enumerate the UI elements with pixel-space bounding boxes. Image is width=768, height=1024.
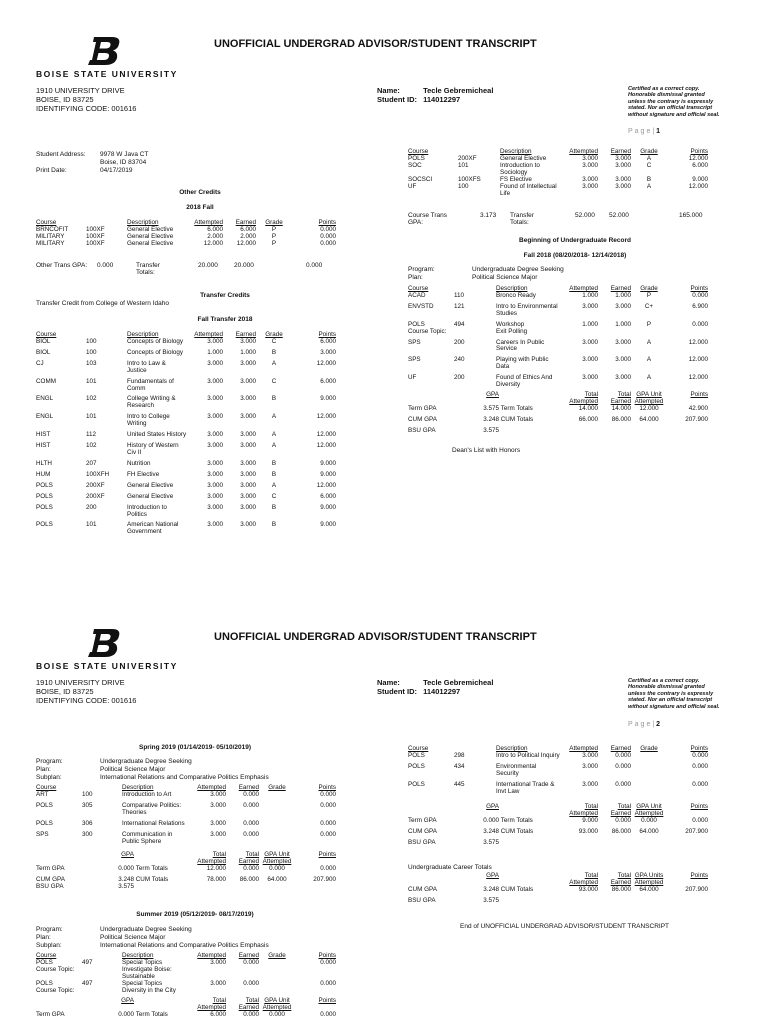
table-row: SOC 101 Introduction to Sociology 3.000 3.000 C 6.000: [408, 161, 708, 176]
table-row: ACAD 110 Bronco Ready 1.000 1.000 P 0.000: [408, 291, 708, 299]
spring-2019-term: Spring 2019 (01/14/2019- 05/10/2019): [138, 744, 252, 751]
transfer-credits-table: Course Description Attempted Earned Grade Points BIOL 100 Concepts of Biology 3.000 3.000 C 6.000 BIOL 100 Concepts of Biology 1.000 1.000 B 3.000 CJ 103 Intro to Law & Justice 3.000 3.000 A 12.000 COMM 101 Fundamentals of Comm 3.000 3.000 C 6.000 ENGL 102 College Writing & Research 3.000 3.000 B 9.000 ENGL 101 Intro to College Writing 3.000 3.000 A 12.000 HIST 112 United States History 3.000 3.000 A 12.000 HIST 102 History of Western Civ II 3.000 3.000 A 12.000 HLTH 207 Nutrition 3.000 3.000 B 9.000 HUM 100XFH FH Elective 3.000 3.000 B 9.000 POLS 200XF General Elective 3.000 3.000 A 12.000 POLS 200XF General Elective 3.000 3.000 C 6.000 POLS 200 Introduction to Politics 3.000 3.000 B 9.000 POLS 101 American National Government 3.000 3.000 B 9.000: [36, 331, 336, 536]
table-row: POLS 497 Special Topics 3.000 0.000 0.000: [36, 979, 336, 987]
table-row: COMM 101 Fundamentals of Comm 3.000 3.000 C 6.000: [36, 377, 336, 392]
university-name: BOISE STATE UNIVERSITY: [36, 69, 178, 79]
other-credits-title: Other Credits: [179, 189, 221, 196]
table-row: ENVSTD 121 Intro to Environmental Studies 3.000 3.000 C+ 6.900: [408, 302, 708, 317]
table-row: ART 100 Introduction to Art 3.000 0.000 0.000: [36, 790, 336, 798]
student-identity: Name: Tecle Gebremicheal Student ID: 114012297: [377, 678, 494, 697]
fall-2018-term: Fall 2018 (08/20/2018- 12/14/2018): [523, 252, 627, 259]
table-row: HUM 100XFH FH Elective 3.000 3.000 B 9.000: [36, 470, 336, 478]
table-row: POLS 200XF General Elective 3.000 3.000 A 12.000: [408, 154, 708, 162]
table-row: BRNCOFIT 100XF General Elective 6.000 6.000 P 0.000: [36, 225, 336, 233]
career-totals-table: GPA Total Attempted Total Earned GPA Units Attempted Points CUM GPA 3.248 CUM Totals 93.000 86.000 64.000 207.900 BSU GPA 3.575: [408, 872, 708, 904]
other-credits-table: Course Description Attempted Earned Grade Points BRNCOFIT 100XF General Elective 6.000 6.000 P 0.000 MILITARY 100XF General Elective 2.000 2.000 P 0.000 MILITARY 100XF General Elective 12.000 12.000 P 0.000: [36, 219, 336, 247]
table-row: SOCSCI 100XFS FS Elective 3.000 3.000 B 9.000: [408, 175, 708, 183]
course-trans-gpa-label: Course Trans GPA:: [408, 212, 448, 227]
deans-list: Dean's List with Honors: [452, 447, 521, 454]
transfer-source: Transfer Credit from College of Western Idaho: [36, 300, 169, 307]
university-address: 1910 UNIVERSITY DRIVE BOISE, ID 83725 IDENTIFYING CODE: 001616: [36, 86, 137, 113]
summer-2019-summary: GPA Total Attempted Total Earned GPA Unit Attempted Points Term GPA 0.000 Term Totals 6.000 0.000 0.000 0.000: [36, 997, 336, 1018]
summer-continued-table: Course Description Attempted Earned Grade Points POLS 298 Intro to Political Inquiry 3.000 0.000 0.000 POLS 434 Environmental Security 3.000 0.000 0.000 POLS 445 International Trade & Invt Law 3.000 0.000 0.000: [408, 745, 708, 795]
table-row: Course Topic: Investigate Boise: Sustainable: [36, 965, 172, 980]
spring-2019-table: Course Description Attempted Earned Grade Points ART 100 Introduction to Art 3.000 0.000 0.000 POLS 305 Comparative Politics: Theories 3.000 0.000 0.000 POLS 306 International Relations 3.000 0.000 0.000 SPS 300 Communication in Public Sphere 3.000 0.000 0.000: [36, 784, 336, 845]
transfer-credits-continued-table: Course Description Attempted Earned Grade Points POLS 200XF General Elective 3.000 3.000 A 12.000 SOC 101 Introduction to Sociology 3.000 3.000 C 6.000 SOCSCI 100XFS FS Elective 3.000 3.000 B 9.000 UF 100 Found of Intellectual Life 3.000 3.000 A 12.000: [408, 148, 708, 197]
table-row: BIOL 100 Concepts of Biology 3.000 3.000 C 6.000: [36, 337, 336, 345]
table-row: POLS 494 Workshop 1.000 1.000 P 0.000: [408, 320, 708, 328]
table-row: ENGL 101 Intro to College Writing 3.000 3.000 A 12.000: [36, 413, 336, 428]
table-row: HIST 112 United States History 3.000 3.000 A 12.000: [36, 431, 336, 439]
transfer-totals-label: Transfer Totals:: [136, 262, 160, 277]
table-row: POLS 298 Intro to Political Inquiry 3.000 0.000 0.000: [408, 751, 708, 759]
spring-2019-summary: GPA Total Attempted Total Earned GPA Unit Attempted Points Term GPA 0.000 Term Totals 12.000 0.000 0.000 0.000 CUM GPA 3.248 CUM Totals 78.000 86.000 64.000 207.900 BSU GPA 3.575: [36, 851, 336, 890]
table-row: Course Topic: Exit Polling: [408, 327, 528, 335]
certification-note: Certified as a correct copy. Honorable dismissal granted unless the contrary is expressly stated. Nor an official transcript without signature and official seal.: [628, 678, 720, 710]
student-identity: Name: Tecle Gebremicheal Student ID: 114012297: [377, 86, 494, 105]
certification-note: Certified as a correct copy. Honorable dismissal granted unless the contrary is expressly stated. Nor an official transcript without signature and official seal.: [628, 86, 720, 118]
university-name: BOISE STATE UNIVERSITY: [36, 661, 178, 671]
fall-2018-summary: GPA Total Attempted Total Earned GPA Unit Attempted Points Term GPA 3.575 Term Totals 14.000 14.000 12.000 42.900 CUM GPA 3.248 CUM Totals 66.000 86.000 64.000 207.900 BSU GPA 3.575: [408, 391, 708, 434]
table-row: POLS 306 International Relations 3.000 0.000 0.000: [36, 819, 336, 827]
table-row: POLS 305 Comparative Politics: Theories 3.000 0.000 0.000: [36, 801, 336, 816]
table-row: POLS 445 International Trade & Invt Law 3.000 0.000 0.000: [408, 780, 708, 795]
table-row: MILITARY 100XF General Elective 2.000 2.000 P 0.000: [36, 232, 336, 240]
career-totals-label: Undergraduate Career Totals: [408, 864, 492, 871]
page-number: Page|1: [628, 128, 663, 135]
table-row: HIST 102 History of Western Civ II 3.000 3.000 A 12.000: [36, 442, 336, 456]
summer-program-plan: Program: Undergraduate Degree Seeking Plan: Political Science Major Subplan: International Relations and Comparative Politics Emphasis: [36, 926, 269, 950]
table-row: CJ 103 Intro to Law & Justice 3.000 3.000 A 12.000: [36, 359, 336, 374]
transcript-title: UNOFFICIAL UNDERGRAD ADVISOR/STUDENT TRANSCRIPT: [214, 631, 537, 643]
table-row: HLTH 207 Nutrition 3.000 3.000 B 9.000: [36, 459, 336, 467]
table-row: SPS 300 Communication in Public Sphere 3.000 0.000 0.000: [36, 830, 336, 845]
table-row: SPS 200 Careers In Public Service 3.000 3.000 A 12.000: [408, 338, 708, 353]
table-row: BIOL 100 Concepts of Biology 1.000 1.000 B 3.000: [36, 348, 336, 356]
boise-state-b-logo-icon: [88, 36, 122, 66]
spring-program-plan: Program: Undergraduate Degree Seeking Plan: Political Science Major Subplan: International Relations and Comparative Politics Emphasis: [36, 758, 269, 782]
fall-2018-table: Course Description Attempted Earned Grade Points ACAD 110 Bronco Ready 1.000 1.000 P 0.000 ENVSTD 121 Intro to Environmental Studies 3.000 3.000 C+ 6.900 POLS 494 Workshop 1.000 1.000 P 0.000 Course Topic: Exit Polling SPS 200 Careers In Public Service 3.000 3.000 A 12.000 SPS 240 Playing with Public Data 3.000 3.000 A 12.000 UF 200 Found of Ethics And Diversity 3.000 3.000 A 12.000: [408, 285, 708, 389]
other-credits-term: 2018 Fall: [186, 204, 214, 211]
university-address: 1910 UNIVERSITY DRIVE BOISE, ID 83725 IDENTIFYING CODE: 001616: [36, 678, 137, 705]
fall-transfer-term: Fall Transfer 2018: [197, 316, 253, 323]
table-row: ENGL 102 College Writing & Research 3.000 3.000 B 9.000: [36, 395, 336, 410]
fall-program-plan: Program: Undergraduate Degree Seeking Plan: Political Science Major: [408, 266, 564, 282]
table-row: UF 100 Found of Intellectual Life 3.000 3.000 A 12.000: [408, 182, 708, 197]
student-address-block: Student Address: 9978 W Java CT Boise, ID 83704 Print Date: 04/17/2019: [36, 151, 149, 175]
other-trans-gpa: Other Trans GPA: 0.000: [36, 262, 114, 269]
table-row: POLS 101 American National Government 3.000 3.000 B 9.000: [36, 521, 336, 536]
summer-continued-summary: GPA Total Attempted Total Earned GPA Unit Attempted Points Term GPA 0.000 Term Totals 9.000 0.000 0.000 0.000 CUM GPA 3.248 CUM Totals 93.000 86.000 64.000 207.900 BSU GPA 3.575: [408, 803, 708, 846]
table-row: Course Topic: Diversity in the City: [36, 986, 176, 994]
table-row: UF 200 Found of Ethics And Diversity 3.000 3.000 A 12.000: [408, 374, 708, 389]
transfer-credits-title: Transfer Credits: [200, 292, 250, 299]
page-number: Page|2: [628, 721, 663, 728]
table-row: SPS 240 Playing with Public Data 3.000 3.000 A 12.000: [408, 356, 708, 371]
boise-state-b-logo-icon: [88, 628, 122, 658]
end-of-transcript: End of UNOFFICIAL UNDERGRAD ADVISOR/STUDENT TRANSCRIPT: [460, 923, 669, 930]
transcript-title: UNOFFICIAL UNDERGRAD ADVISOR/STUDENT TRANSCRIPT: [214, 38, 537, 50]
table-row: POLS 200XF General Elective 3.000 3.000 C 6.000: [36, 492, 336, 500]
summer-2019-table: Course Description Attempted Earned Grade Points POLS 497 Special Topics 3.000 0.000 0.000 Course Topic: Investigate Boise: Sustainable POLS 497 Special Topics 3.000 0.000 0.000 Course Topic: Diversity in the City: [36, 952, 336, 994]
table-row: POLS 200 Introduction to Politics 3.000 3.000 B 9.000: [36, 503, 336, 518]
table-row: POLS 200XF General Elective 3.000 3.000 A 12.000: [36, 481, 336, 489]
table-row: POLS 497 Special Topics 3.000 0.000 0.000: [36, 958, 336, 966]
table-row: POLS 434 Environmental Security 3.000 0.000 0.000: [408, 762, 708, 777]
summer-2019-term: Summer 2019 (05/12/2019- 08/17/2019): [136, 911, 254, 918]
table-row: MILITARY 100XF General Elective 12.000 12.000 P 0.000: [36, 239, 336, 247]
beginning-of-record: Beginning of Undergraduate Record: [519, 237, 631, 244]
